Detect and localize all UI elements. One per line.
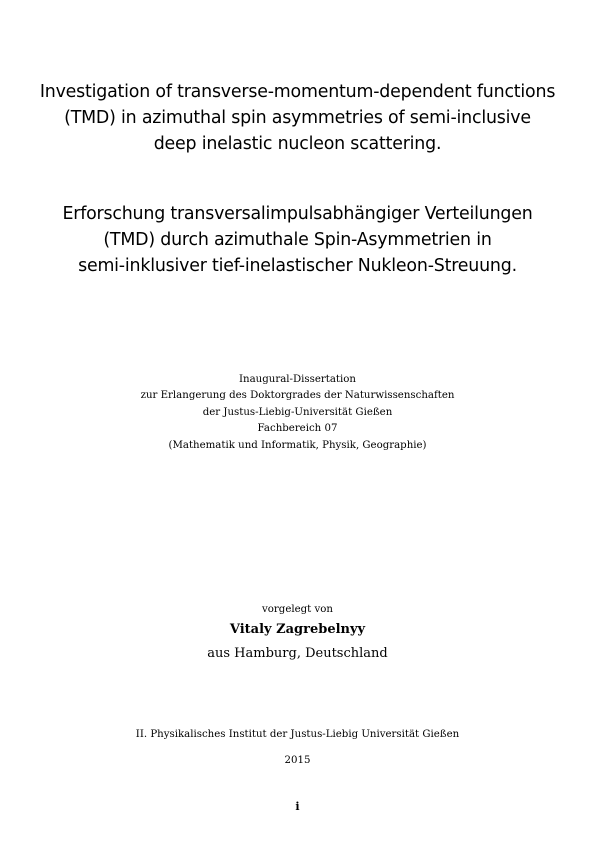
department-fields: (Mathematik und Informatik, Physik, Geographie) [168, 439, 427, 451]
university-name: der Justus-Liebig-Universität Gießen [202, 406, 393, 418]
english-title [0, 79, 595, 157]
german-title-line: (TMD) durch azimuthale Spin-Asymmetrien in [103, 230, 492, 250]
dissertation-type: Inaugural-Dissertation [239, 374, 356, 385]
institute-name: II. Physikalisches Institut der Justus-Liebig Universität Gießen [135, 729, 460, 740]
submitted-by-label: vorgelegt von [262, 604, 333, 615]
dissertation-info [0, 372, 595, 454]
author-info [0, 602, 595, 666]
english-title-line: Investigation of transverse-momentum-dependent functions [39, 82, 556, 102]
german-title-line: semi-inklusiver tief-inelastischer Nukleon-Streuung. [78, 256, 517, 276]
publication-year: 2015 [284, 755, 311, 766]
dissertation-purpose: zur Erlangerung des Doktorgrades der Naturwissenschaften [140, 390, 455, 402]
department: Fachbereich 07 [257, 423, 338, 435]
english-title-line: (TMD) in azimuthal spin asymmetries of semi-inclusive [64, 108, 531, 128]
english-title-line: deep inelastic nucleon scattering. [153, 134, 442, 154]
institute-info [0, 727, 595, 769]
german-title-line: Erforschung transversalimpulsabhängiger Verteilungen [62, 204, 533, 224]
german-title [0, 201, 595, 279]
page-number: i [295, 800, 300, 813]
author-origin: aus Hamburg, Deutschland [207, 646, 388, 661]
author-name: Vitaly Zagrebelnyy [229, 622, 366, 637]
